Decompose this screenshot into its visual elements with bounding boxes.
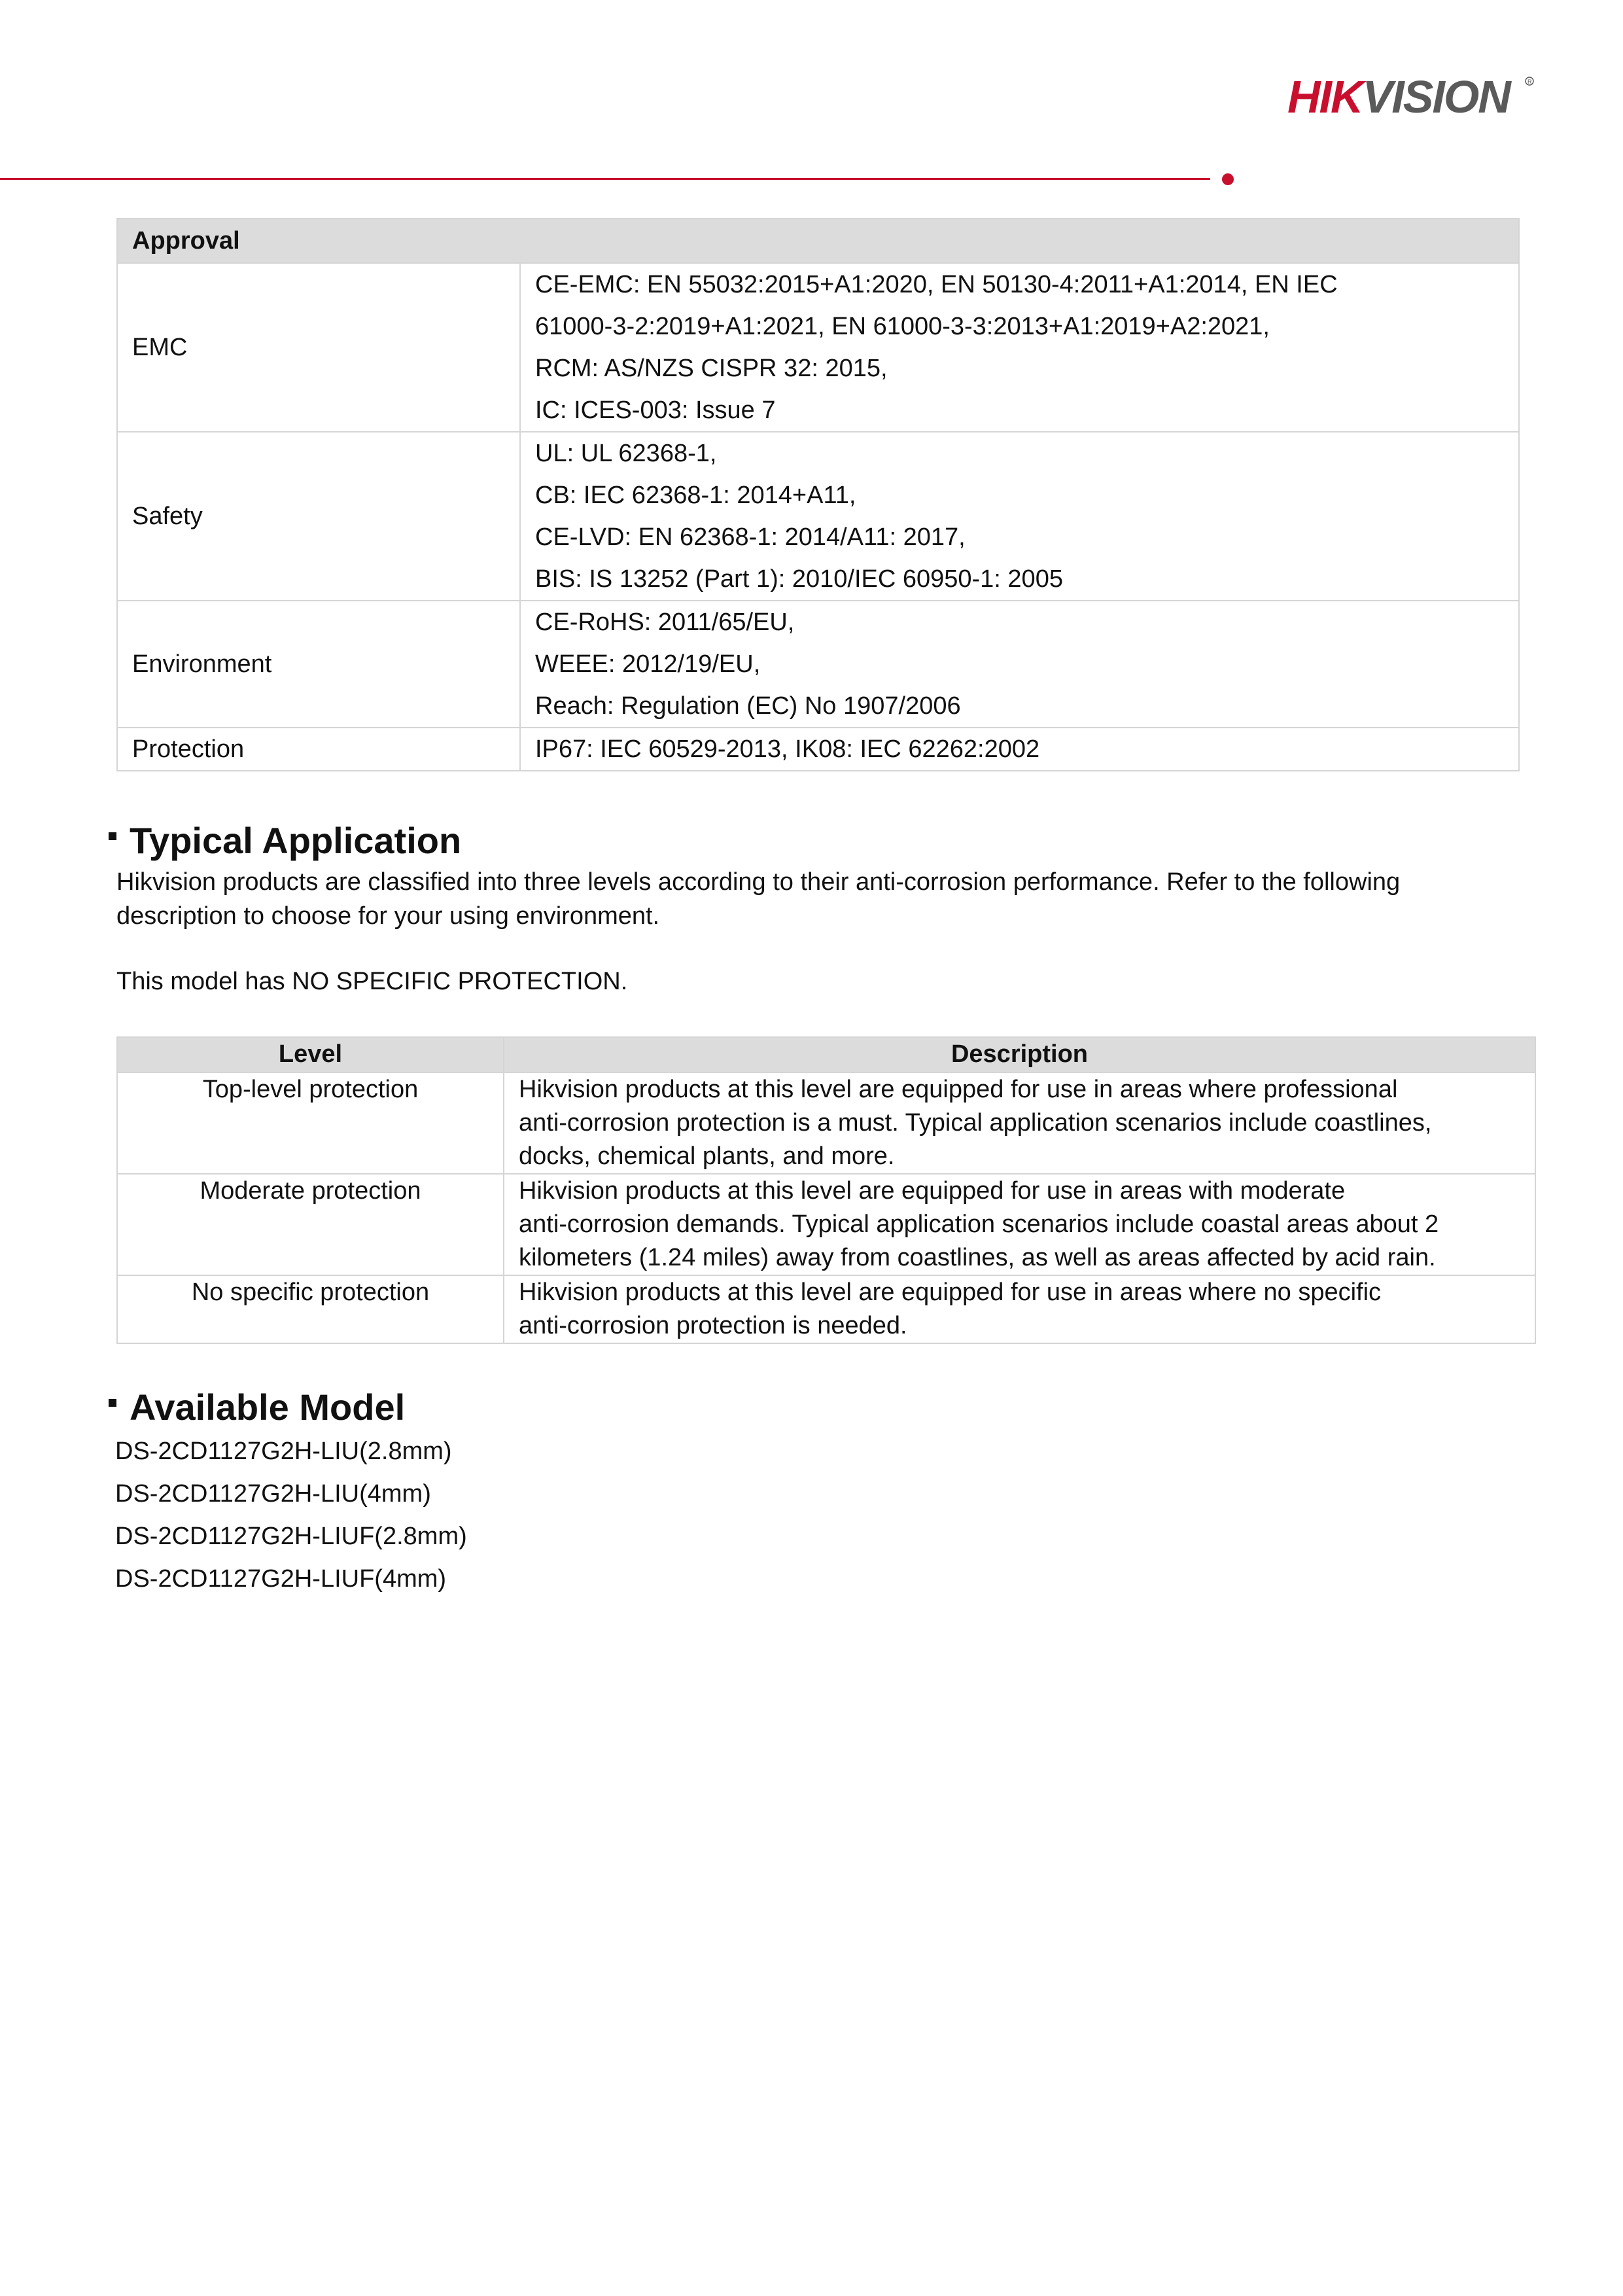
description-line: kilometers (1.24 miles) away from coastlines, as well as areas affected by acid rain. <box>519 1244 1436 1271</box>
svg-text:R: R <box>1527 79 1532 85</box>
hikvision-logo <box>1287 71 1536 123</box>
typical-application-intro <box>116 865 1520 933</box>
section-title: Typical Application <box>130 820 462 861</box>
list-item: DS-2CD1127G2H-LIUF(2.8mm) <box>115 1523 467 1550</box>
approval-value-line: IP67: IEC 60529-2013, IK08: IEC 62262:2002 <box>535 735 1040 763</box>
table-row <box>117 1275 1535 1343</box>
description-line: anti-corrosion demands. Typical application scenarios include coastal areas about 2 <box>519 1210 1439 1238</box>
header-rule <box>0 178 1210 180</box>
table-row <box>117 1174 1535 1275</box>
approval-label: Environment <box>117 601 520 728</box>
protection-level-table <box>116 1036 1536 1344</box>
svg-text:HIKVISION: HIKVISION <box>1287 71 1510 122</box>
approval-row-emc <box>117 263 1519 432</box>
list-item: DS-2CD1127G2H-LIUF(4mm) <box>115 1565 447 1593</box>
level-column-header: Level <box>117 1037 504 1072</box>
list-item: DS-2CD1127G2H-LIU(2.8mm) <box>115 1438 452 1465</box>
approval-header-row <box>117 219 1519 263</box>
approval-value <box>520 601 1519 728</box>
approval-table <box>116 218 1520 771</box>
description-cell <box>504 1275 1535 1343</box>
description-line: Hikvision products at this level are equipped for use in areas with moderate <box>519 1177 1346 1205</box>
description-line: anti-corrosion protection is a must. Typical application scenarios include coastlines, <box>519 1109 1432 1137</box>
approval-value-line: CE-RoHS: 2011/65/EU, <box>535 609 795 636</box>
approval-row-protection <box>117 728 1519 771</box>
description-cell <box>504 1072 1535 1174</box>
description-line: Hikvision products at this level are equipped for use in areas where no specific <box>519 1279 1382 1306</box>
intro-line: description to choose for your using environment. <box>116 902 660 930</box>
approval-label: Safety <box>117 432 520 601</box>
approval-value-line: 61000-3-2:2019+A1:2021, EN 61000-3-3:2013+A1:2019+A2:2021, <box>535 313 1270 340</box>
approval-row-safety <box>117 432 1519 601</box>
approval-value <box>520 728 1519 771</box>
intro-line: Hikvision products are classified into three levels according to their anti-corrosion performance. Refer to the following <box>116 868 1401 896</box>
approval-value <box>520 432 1519 601</box>
description-line: docks, chemical plants, and more. <box>519 1142 895 1170</box>
level-table-header-row <box>117 1037 1535 1072</box>
approval-value-line: BIS: IS 13252 (Part 1): 2010/IEC 60950-1: 2005 <box>535 565 1063 593</box>
list-item: DS-2CD1127G2H-LIU(4mm) <box>115 1480 431 1508</box>
approval-label: Protection <box>117 728 520 771</box>
approval-value-line: UL: UL 62368-1, <box>535 440 717 467</box>
description-line: Hikvision products at this level are equipped for use in areas where professional <box>519 1076 1398 1103</box>
description-column-header: Description <box>504 1037 1535 1072</box>
approval-row-environment <box>117 601 1519 728</box>
approval-title: Approval <box>117 219 1519 263</box>
available-model-heading <box>109 1386 405 1428</box>
approval-value-line: WEEE: 2012/19/EU, <box>535 650 761 678</box>
approval-value-line: CE-EMC: EN 55032:2015+A1:2020, EN 50130-4:2011+A1:2014, EN IEC <box>535 271 1338 298</box>
approval-value-line: IC: ICES-003: Issue 7 <box>535 397 776 424</box>
approval-value-line: CB: IEC 62368-1: 2014+A11, <box>535 482 856 509</box>
section-title: Available Model <box>130 1386 406 1428</box>
level-cell: Moderate protection <box>117 1174 504 1275</box>
level-cell: Top-level protection <box>117 1072 504 1174</box>
approval-value-line: Reach: Regulation (EC) No 1907/2006 <box>535 692 961 720</box>
description-line: anti-corrosion protection is needed. <box>519 1312 907 1339</box>
table-row <box>117 1072 1535 1174</box>
bullet-square-icon <box>109 1399 116 1407</box>
level-cell: No specific protection <box>117 1275 504 1343</box>
bullet-square-icon <box>109 832 116 840</box>
header-dot <box>1222 173 1234 185</box>
approval-label: EMC <box>117 263 520 432</box>
model-protection-note: This model has NO SPECIFIC PROTECTION. <box>116 968 628 995</box>
model-list <box>115 1430 467 1600</box>
description-cell <box>504 1174 1535 1275</box>
approval-value-line: CE-LVD: EN 62368-1: 2014/A11: 2017, <box>535 523 966 551</box>
approval-value-line: RCM: AS/NZS CISPR 32: 2015, <box>535 355 888 382</box>
typical-application-heading <box>109 819 461 862</box>
approval-value <box>520 263 1519 432</box>
